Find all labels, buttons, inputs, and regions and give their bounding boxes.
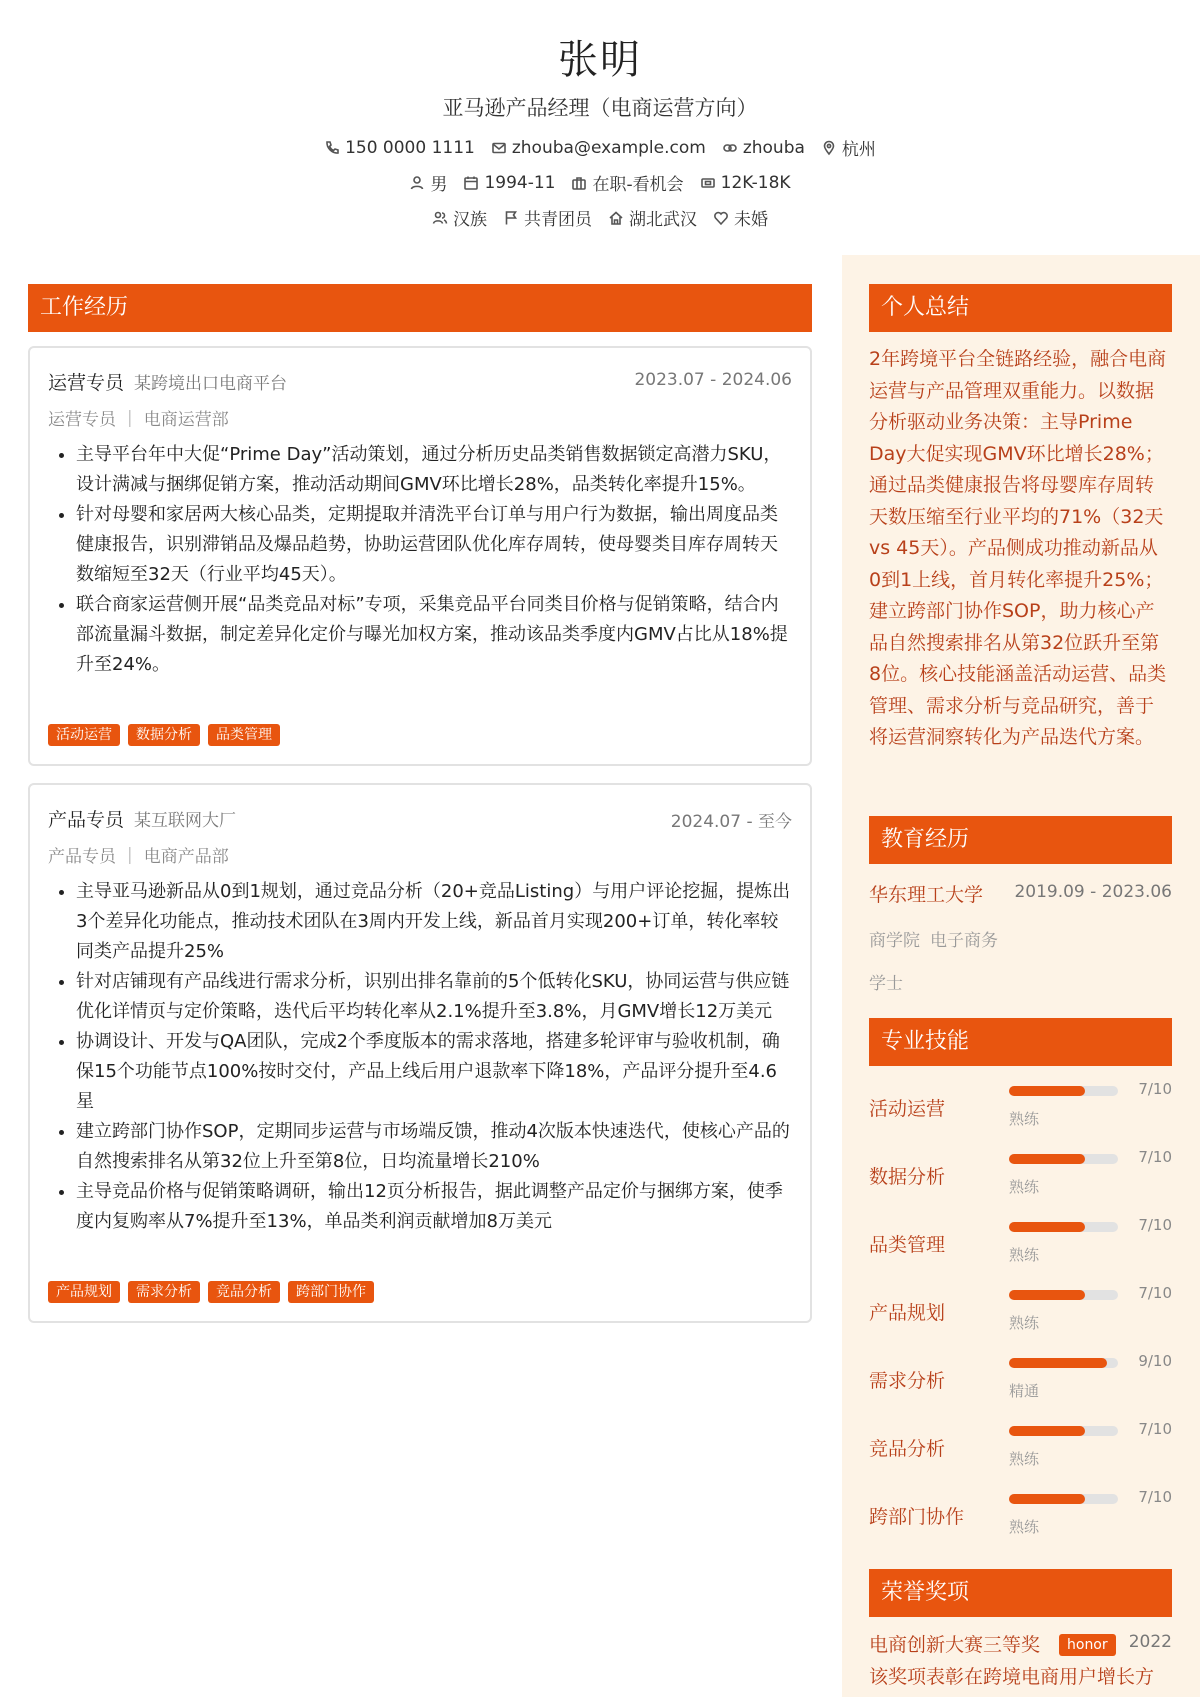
skill-level: 精通 (1009, 1382, 1040, 1400)
skill-item (869, 1284, 1172, 1344)
skill-name: 需求分析 (869, 1370, 946, 1392)
skill-level: 熟练 (1009, 1450, 1040, 1468)
city: 杭州 (841, 140, 876, 160)
work-bullets (48, 877, 792, 1237)
section-title-awards: 荣誉奖项 (869, 1569, 1172, 1617)
personal-row (0, 170, 1200, 195)
skill-level: 熟练 (1009, 1246, 1040, 1264)
education-dates: 2019.09 - 2023.06 (1014, 882, 1172, 902)
skill-name: 跨部门协作 (869, 1506, 965, 1528)
skill-score: 7/10 (1138, 1420, 1172, 1438)
skill-bar-fill (1009, 1426, 1085, 1436)
marital-item (713, 205, 768, 230)
skill-item (869, 1148, 1172, 1208)
award-title: 电商创新大赛三等奖 (869, 1634, 1041, 1656)
skill-level: 熟练 (1009, 1110, 1040, 1128)
skill-tag: 品类管理 (208, 724, 280, 746)
skill-bar (1009, 1154, 1118, 1164)
political-status: 共青团员 (524, 210, 592, 230)
work-department: 运营专员 ｜ 电商运营部 (48, 410, 229, 430)
candidate-name: 张明 (558, 37, 642, 83)
work-bullet: • 针对母婴和家居两大核心品类，定期提取并清洗平台订单与用户行为数据，输出周度品类健康报告，识别滞销品及爆品趋势，协助运营团队优化库存周转，使母婴类目库存周转天数缩短至32天（行业平均45天）。 (76, 500, 792, 590)
section-title-work: 工作经历 (28, 284, 812, 332)
skill-tag: 数据分析 (128, 724, 200, 746)
skill-item (869, 1420, 1172, 1480)
work-card-1 (28, 346, 812, 766)
skill-item (869, 1080, 1172, 1140)
resume-header (0, 0, 1200, 250)
work-role: 运营专员 某跨境出口电商平台 (48, 372, 288, 394)
skill-score: 7/10 (1138, 1216, 1172, 1234)
skill-bar-fill (1009, 1290, 1085, 1300)
phone-icon (324, 140, 340, 156)
people-icon (432, 210, 448, 226)
birth-date: 1994-11 (484, 172, 556, 193)
skill-bar (1009, 1426, 1118, 1436)
skill-item (869, 1488, 1172, 1548)
gender: 男 (430, 175, 448, 195)
flag-icon (503, 210, 519, 226)
work-bullet: • 建立跨部门协作SOP，定期同步运营与市场端反馈，推动4次版本快速迭代，使核心产品的自然搜索排名从第32位上升至第8位，日均流量增长210% (76, 1117, 792, 1177)
background-row (0, 205, 1200, 230)
contact-row (0, 135, 1200, 160)
work-card-2 (28, 783, 812, 1323)
money-icon (700, 175, 716, 191)
work-bullets (48, 440, 792, 680)
skill-bar-fill (1009, 1222, 1085, 1232)
award-badge: honor (1059, 1634, 1116, 1656)
work-role: 产品专员 某互联网大厂 (48, 809, 237, 831)
mail-icon (491, 140, 507, 156)
education-school: 华东理工大学 (869, 884, 984, 906)
skill-name: 产品规划 (869, 1302, 946, 1324)
award-year: 2022 (1128, 1632, 1172, 1652)
skill-name: 竞品分析 (869, 1438, 946, 1460)
ethnicity-item (432, 205, 487, 230)
skill-level: 熟练 (1009, 1518, 1040, 1536)
skill-score: 7/10 (1138, 1284, 1172, 1302)
phone-item[interactable] (324, 135, 475, 160)
hometown: 湖北武汉 (629, 210, 697, 230)
work-company: 某跨境出口电商平台 (134, 374, 288, 394)
skill-bar (1009, 1086, 1118, 1096)
work-bullet: • 联合商家运营侧开展“品类竞品对标”专项，采集竞品平台同类目价格与促销策略，结合内部流量漏斗数据，制定差异化定价与曝光加权方案，推动该品类季度内GMV占比从18%提升至24%。 (76, 590, 792, 680)
status-item (571, 170, 683, 195)
birth-item (463, 170, 555, 195)
calendar-icon (463, 175, 479, 191)
skill-score: 7/10 (1138, 1080, 1172, 1098)
website-handle: zhouba (742, 137, 805, 158)
skill-bar-fill (1009, 1494, 1085, 1504)
hometown-item (608, 205, 697, 230)
skill-item (869, 1216, 1172, 1276)
summary-text: 2年跨境平台全链路经验，融合电商运营与产品管理双重能力。以数据分析驱动业务决策：主导Prime Day大促实现GMV环比增长28%；通过品类健康报告将母婴库存周转天数压缩至行业平均的71%（32天vs 45天）。产品侧成功推动新品从0到1上线，首月转化率提升25%；建立跨部门协作SOP，助力核心产品自然搜索排名从第32位跃升至第8位。核心技能涵盖活动运营、品类管理、需求分析与竞品研究，善于将运营洞察转化为产品迭代方案。 (869, 348, 1167, 748)
skill-score: 9/10 (1138, 1352, 1172, 1370)
skill-tag: 跨部门协作 (288, 1281, 374, 1303)
skill-score: 7/10 (1138, 1148, 1172, 1166)
work-department: 产品专员 ｜ 电商产品部 (48, 847, 229, 867)
skill-bar-fill (1009, 1154, 1085, 1164)
education-major: 电子商务 (930, 931, 998, 951)
skill-name: 活动运营 (869, 1098, 946, 1120)
work-bullet: • 主导亚马逊新品从0到1规划，通过竞品分析（20+竞品Listing）与用户评论挖掘，提炼出3个差异化功能点，推动技术团队在3周内开发上线，新品首月实现200+订单，转化率较同类产品提升25% (76, 877, 792, 967)
work-tags (48, 724, 280, 746)
ethnicity: 汉族 (453, 210, 487, 230)
work-dates: 2023.07 - 2024.06 (634, 370, 792, 390)
job-title: 亚马逊产品经理（电商运营方向） (442, 96, 758, 120)
section-title-skills: 专业技能 (869, 1018, 1172, 1066)
political-item (503, 205, 592, 230)
skill-bar (1009, 1494, 1118, 1504)
work-bullet: • 主导竞品价格与促销策略调研，输出12页分析报告，据此调整产品定价与捆绑方案，使季度内复购率从7%提升至13%，单品类利润贡献增加8万美元 (76, 1177, 792, 1237)
work-dates: 2024.07 - 至今 (670, 812, 792, 832)
skill-tag: 需求分析 (128, 1281, 200, 1303)
city-item (821, 135, 876, 160)
work-company: 某互联网大厂 (134, 811, 237, 831)
skill-tag: 活动运营 (48, 724, 120, 746)
skill-item (869, 1352, 1172, 1412)
skill-level: 熟练 (1009, 1314, 1040, 1332)
marital-status: 未婚 (734, 210, 768, 230)
home-icon (608, 210, 624, 226)
phone-number: 150 0000 1111 (345, 137, 475, 158)
skill-name: 数据分析 (869, 1166, 946, 1188)
section-title-education: 教育经历 (869, 816, 1172, 864)
skill-bar (1009, 1222, 1118, 1232)
skill-score: 7/10 (1138, 1488, 1172, 1506)
skill-bar-fill (1009, 1358, 1107, 1368)
skill-bar-fill (1009, 1086, 1085, 1096)
user-icon (409, 175, 425, 191)
salary-range: 12K-18K (720, 172, 791, 193)
education-degree: 学士 (869, 974, 903, 994)
work-bullet: • 主导平台年中大促“Prime Day”活动策划，通过分析历史品类销售数据锁定高潜力SKU，设计满减与捆绑促销方案，推动活动期间GMV环比增长28%，品类转化率提升15%。 (76, 440, 792, 500)
work-bullet: • 针对店铺现有产品线进行需求分析，识别出排名靠前的5个低转化SKU，协同运营与供应链优化详情页与定价策略，迭代后平均转化率从2.1%提升至3.8%，月GMV增长12万美元 (76, 967, 792, 1027)
skill-bar (1009, 1290, 1118, 1300)
salary-item (700, 170, 791, 195)
work-tags (48, 1281, 374, 1303)
skill-name: 品类管理 (869, 1234, 946, 1256)
website-item[interactable] (722, 135, 805, 160)
work-bullet: • 协调设计、开发与QA团队，完成2个季度版本的需求落地，搭建多轮评审与验收机制，确保15个功能节点100%按时交付，产品上线后用户退款率下降18%，产品评分提升至4.6星 (76, 1027, 792, 1117)
briefcase-icon (571, 175, 587, 191)
skill-level: 熟练 (1009, 1178, 1040, 1196)
link-icon (722, 140, 738, 156)
section-title-summary: 个人总结 (869, 284, 1172, 332)
email-address: zhouba@example.com (511, 137, 706, 158)
skill-bar (1009, 1358, 1118, 1368)
skill-tag: 竞品分析 (208, 1281, 280, 1303)
heart-icon (713, 210, 729, 226)
gender-item (409, 170, 447, 195)
job-status: 在职-看机会 (592, 175, 684, 195)
email-item[interactable] (491, 135, 706, 160)
skill-tag: 产品规划 (48, 1281, 120, 1303)
award-description: 该奖项表彰在跨境电商用户增长方 (869, 1666, 1155, 1688)
education-college: 商学院 电子商务 (869, 931, 998, 951)
location-icon (821, 140, 837, 156)
